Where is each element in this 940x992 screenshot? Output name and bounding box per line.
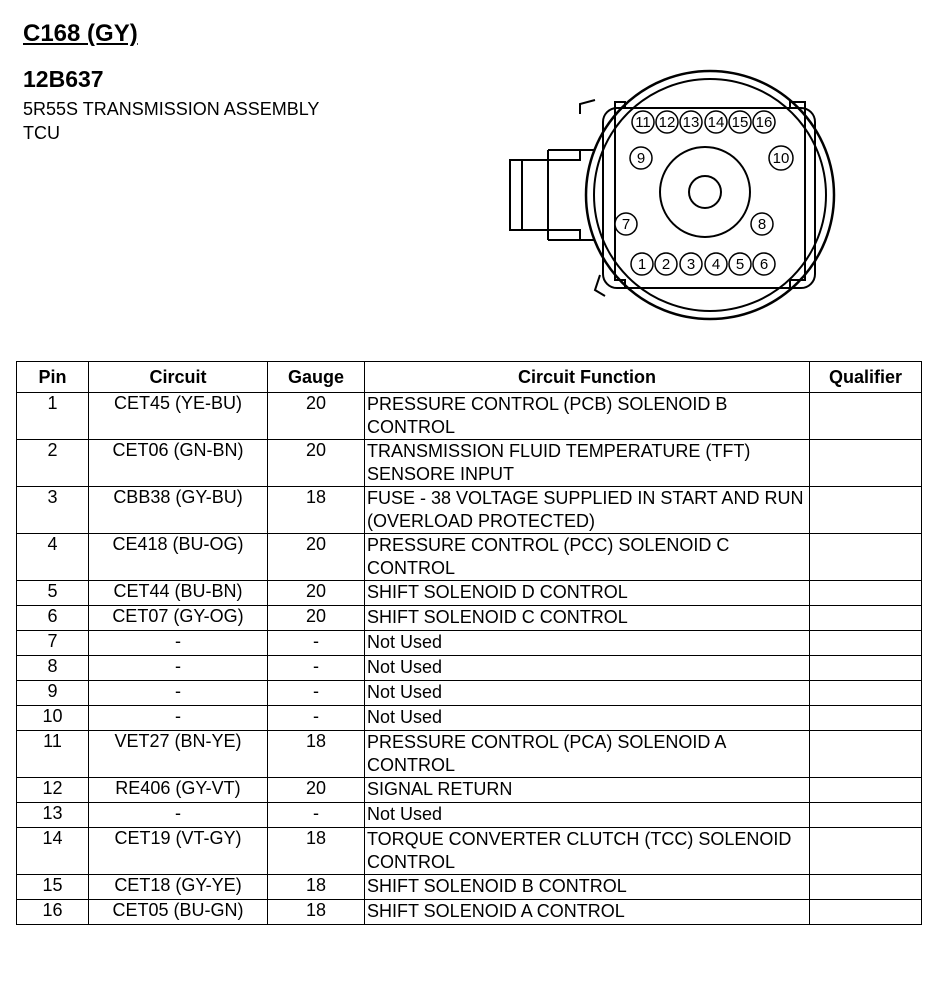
circuit-cell: CBB38 (GY-BU) bbox=[89, 487, 268, 534]
qualifier-cell bbox=[810, 581, 922, 606]
qualifier-cell bbox=[810, 440, 922, 487]
component-description: 5R55S TRANSMISSION ASSEMBLY bbox=[23, 99, 320, 119]
pin-cell: 3 bbox=[17, 487, 89, 534]
qualifier-cell bbox=[810, 487, 922, 534]
circuit-cell: - bbox=[89, 656, 268, 681]
function-cell: SIGNAL RETURN bbox=[365, 778, 810, 803]
pin-label: 7 bbox=[621, 216, 631, 233]
pin-cell: 2 bbox=[17, 440, 89, 487]
pin-label: 1 bbox=[637, 256, 647, 273]
pin-label: 2 bbox=[661, 256, 671, 273]
gauge-cell: 20 bbox=[268, 534, 365, 581]
circuit-cell: - bbox=[89, 631, 268, 656]
qualifier-cell bbox=[810, 656, 922, 681]
gauge-cell: 20 bbox=[268, 440, 365, 487]
pin-cell: 1 bbox=[17, 393, 89, 440]
connector-face-diagram bbox=[500, 60, 850, 350]
pin-cell: 16 bbox=[17, 900, 89, 925]
component-location: TCU bbox=[23, 123, 60, 143]
function-cell: Not Used bbox=[365, 681, 810, 706]
connector-title: C168 (GY) bbox=[23, 20, 138, 47]
gauge-cell: 18 bbox=[268, 731, 365, 778]
gauge-cell: 18 bbox=[268, 900, 365, 925]
pin-cell: 8 bbox=[17, 656, 89, 681]
function-cell: PRESSURE CONTROL (PCB) SOLENOID B CONTROL bbox=[365, 393, 810, 440]
circuit-cell: CE418 (BU-OG) bbox=[89, 534, 268, 581]
pin-label: 11 bbox=[635, 114, 651, 131]
function-cell: Not Used bbox=[365, 706, 810, 731]
pin-label: 4 bbox=[711, 256, 721, 273]
circuit-cell: - bbox=[89, 681, 268, 706]
pin-column-header: Pin bbox=[17, 362, 89, 393]
gauge-cell: - bbox=[268, 803, 365, 828]
qualifier-cell bbox=[810, 606, 922, 631]
pin-label: 3 bbox=[686, 256, 696, 273]
gauge-cell: - bbox=[268, 631, 365, 656]
table-row bbox=[17, 731, 922, 778]
table-row bbox=[17, 656, 922, 681]
pin-label: 9 bbox=[636, 150, 646, 167]
function-cell: Not Used bbox=[365, 656, 810, 681]
gauge-cell: 20 bbox=[268, 606, 365, 631]
gauge-cell: 18 bbox=[268, 828, 365, 875]
pin-label: 6 bbox=[759, 256, 769, 273]
pin-label: 15 bbox=[731, 114, 749, 131]
qualifier-cell bbox=[810, 803, 922, 828]
pin-label: 14 bbox=[707, 114, 725, 131]
function-cell: TRANSMISSION FLUID TEMPERATURE (TFT) SENSORE INPUT bbox=[365, 440, 810, 487]
function-cell: SHIFT SOLENOID D CONTROL bbox=[365, 581, 810, 606]
table-row bbox=[17, 803, 922, 828]
qualifier-cell bbox=[810, 393, 922, 440]
table-row bbox=[17, 534, 922, 581]
pin-label: 13 bbox=[682, 114, 700, 131]
pin-cell: 6 bbox=[17, 606, 89, 631]
pin-label: 10 bbox=[772, 150, 790, 167]
gauge-cell: 20 bbox=[268, 581, 365, 606]
function-cell: PRESSURE CONTROL (PCA) SOLENOID A CONTROL bbox=[365, 731, 810, 778]
qualifier-cell bbox=[810, 731, 922, 778]
qualifier-cell bbox=[810, 534, 922, 581]
circuit-column-header: Circuit bbox=[89, 362, 268, 393]
pin-cell: 4 bbox=[17, 534, 89, 581]
gauge-cell: 20 bbox=[268, 393, 365, 440]
qualifier-column-header: Qualifier bbox=[810, 362, 922, 393]
table-row bbox=[17, 393, 922, 440]
table-header-row bbox=[17, 362, 922, 393]
circuit-cell: - bbox=[89, 706, 268, 731]
gauge-cell: 18 bbox=[268, 875, 365, 900]
table-row bbox=[17, 606, 922, 631]
qualifier-cell bbox=[810, 778, 922, 803]
gauge-column-header: Gauge bbox=[268, 362, 365, 393]
function-cell: SHIFT SOLENOID A CONTROL bbox=[365, 900, 810, 925]
qualifier-cell bbox=[810, 900, 922, 925]
table-row bbox=[17, 828, 922, 875]
gauge-cell: 20 bbox=[268, 778, 365, 803]
pin-label: 12 bbox=[658, 114, 676, 131]
pin-cell: 15 bbox=[17, 875, 89, 900]
qualifier-cell bbox=[810, 875, 922, 900]
circuit-cell: - bbox=[89, 803, 268, 828]
gauge-cell: - bbox=[268, 706, 365, 731]
pinout-table bbox=[16, 361, 922, 925]
function-cell: Not Used bbox=[365, 803, 810, 828]
table-row bbox=[17, 631, 922, 656]
table-row bbox=[17, 681, 922, 706]
function-column-header: Circuit Function bbox=[365, 362, 810, 393]
circuit-cell: RE406 (GY-VT) bbox=[89, 778, 268, 803]
pin-label: 16 bbox=[755, 114, 773, 131]
function-cell: PRESSURE CONTROL (PCC) SOLENOID C CONTROL bbox=[365, 534, 810, 581]
function-cell: SHIFT SOLENOID B CONTROL bbox=[365, 875, 810, 900]
gauge-cell: - bbox=[268, 681, 365, 706]
function-cell: SHIFT SOLENOID C CONTROL bbox=[365, 606, 810, 631]
qualifier-cell bbox=[810, 706, 922, 731]
qualifier-cell bbox=[810, 631, 922, 656]
circuit-cell: CET19 (VT-GY) bbox=[89, 828, 268, 875]
table-row bbox=[17, 875, 922, 900]
pin-cell: 10 bbox=[17, 706, 89, 731]
function-cell: TORQUE CONVERTER CLUTCH (TCC) SOLENOID CONTROL bbox=[365, 828, 810, 875]
table-row bbox=[17, 778, 922, 803]
pin-cell: 9 bbox=[17, 681, 89, 706]
circuit-cell: CET07 (GY-OG) bbox=[89, 606, 268, 631]
circuit-cell: CET06 (GN-BN) bbox=[89, 440, 268, 487]
pin-cell: 14 bbox=[17, 828, 89, 875]
pin-cell: 12 bbox=[17, 778, 89, 803]
gauge-cell: 18 bbox=[268, 487, 365, 534]
qualifier-cell bbox=[810, 828, 922, 875]
part-number: 12B637 bbox=[23, 66, 104, 92]
pin-cell: 7 bbox=[17, 631, 89, 656]
function-cell: Not Used bbox=[365, 631, 810, 656]
pin-label: 5 bbox=[735, 256, 745, 273]
table-row bbox=[17, 440, 922, 487]
circuit-cell: CET05 (BU-GN) bbox=[89, 900, 268, 925]
pin-label: 8 bbox=[757, 216, 767, 233]
pin-cell: 5 bbox=[17, 581, 89, 606]
table-row bbox=[17, 706, 922, 731]
circuit-cell: CET44 (BU-BN) bbox=[89, 581, 268, 606]
qualifier-cell bbox=[810, 681, 922, 706]
circuit-cell: CET18 (GY-YE) bbox=[89, 875, 268, 900]
circuit-cell: VET27 (BN-YE) bbox=[89, 731, 268, 778]
table-row bbox=[17, 581, 922, 606]
circuit-cell: CET45 (YE-BU) bbox=[89, 393, 268, 440]
table-row bbox=[17, 487, 922, 534]
table-row bbox=[17, 900, 922, 925]
pin-cell: 11 bbox=[17, 731, 89, 778]
gauge-cell: - bbox=[268, 656, 365, 681]
pin-cell: 13 bbox=[17, 803, 89, 828]
function-cell: FUSE - 38 VOLTAGE SUPPLIED IN START AND RUN (OVERLOAD PROTECTED) bbox=[365, 487, 810, 534]
